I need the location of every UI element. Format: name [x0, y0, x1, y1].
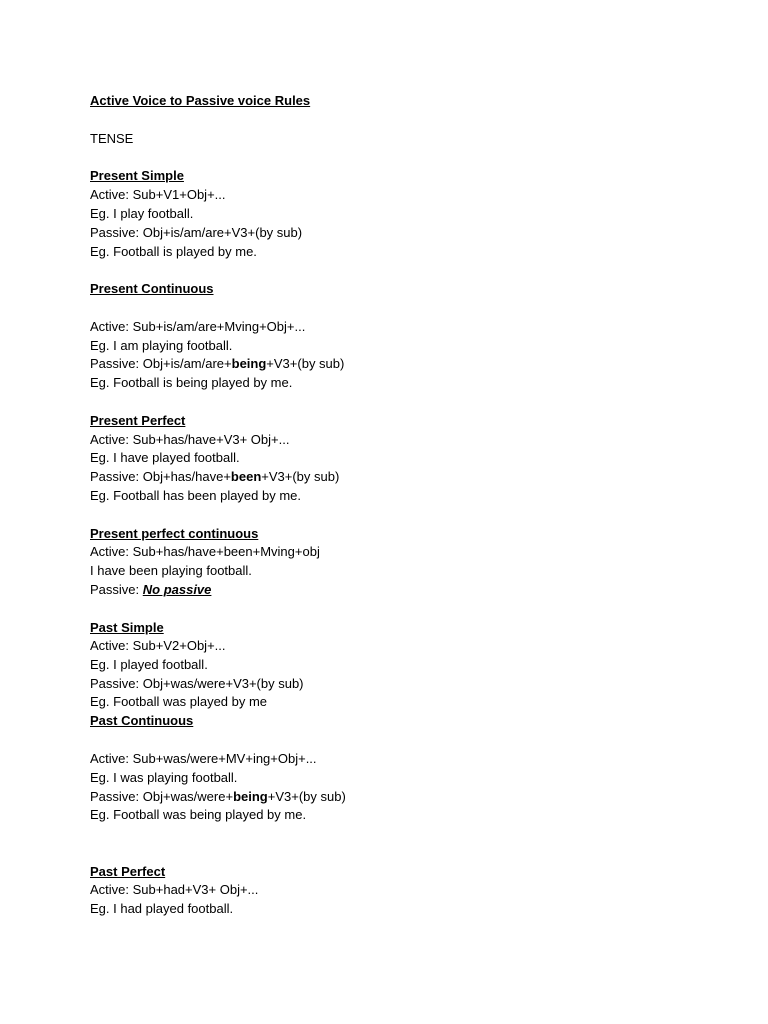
past-simple-active: Active: Sub+V2+Obj+...: [90, 638, 226, 653]
present-continuous-passive-post: +V3+(by sub): [266, 356, 345, 371]
present-perfect-passive-post: +V3+(by sub): [261, 469, 340, 484]
present-continuous-passive: [90, 356, 344, 372]
present-perfect-continuous-active-example: I have been playing football.: [90, 563, 252, 578]
heading-present-perfect-continuous: Present perfect continuous: [90, 526, 259, 541]
tense-label: TENSE: [90, 131, 134, 146]
present-perfect-passive-bold: been: [230, 469, 262, 484]
present-simple-passive-example: Eg. Football is played by me.: [90, 244, 257, 259]
heading-present-simple: Present Simple: [90, 168, 184, 183]
past-continuous-passive: [90, 789, 346, 805]
heading-past-continuous: Past Continuous: [90, 713, 194, 728]
present-perfect-continuous-passive-pre: Passive:: [90, 582, 143, 597]
past-continuous-passive-pre: Passive: Obj+was/were+: [90, 789, 234, 804]
past-simple-passive: Passive: Obj+was/were+V3+(by sub): [90, 676, 304, 691]
no-passive-label: No passive: [142, 582, 212, 597]
present-perfect-passive: [90, 469, 339, 485]
past-perfect-active: Active: Sub+had+V3+ Obj+...: [90, 882, 259, 897]
past-simple-active-example: Eg. I played football.: [90, 657, 208, 672]
present-simple-passive: Passive: Obj+is/am/are+V3+(by sub): [90, 225, 303, 240]
present-perfect-active-example: Eg. I have played football.: [90, 450, 240, 465]
heading-present-perfect: Present Perfect: [90, 413, 186, 428]
present-perfect-active: Active: Sub+has/have+V3+ Obj+...: [90, 432, 290, 447]
past-continuous-passive-bold: being: [233, 789, 268, 804]
past-continuous-active-example: Eg. I was playing football.: [90, 770, 238, 785]
present-perfect-continuous-active: Active: Sub+has/have+been+Mving+obj: [90, 544, 320, 559]
past-continuous-passive-post: +V3+(by sub): [267, 789, 346, 804]
present-perfect-passive-pre: Passive: Obj+has/have+: [90, 469, 231, 484]
present-continuous-active-example: Eg. I am playing football.: [90, 338, 233, 353]
past-simple-passive-example: Eg. Football was played by me: [90, 694, 268, 709]
present-perfect-continuous-passive: [90, 582, 211, 598]
heading-past-perfect: Past Perfect: [90, 864, 166, 879]
present-continuous-passive-example: Eg. Football is being played by me.: [90, 375, 293, 390]
heading-present-continuous: Present Continuous: [90, 281, 214, 296]
present-perfect-passive-example: Eg. Football has been played by me.: [90, 488, 302, 503]
present-simple-active-example: Eg. I play football.: [90, 206, 194, 221]
past-continuous-active: Active: Sub+was/were+MV+ing+Obj+...: [90, 751, 317, 766]
document-title: Active Voice to Passive voice Rules: [90, 93, 311, 108]
heading-past-simple: Past Simple: [90, 620, 164, 635]
present-continuous-passive-bold: being: [231, 356, 267, 371]
past-perfect-active-example: Eg. I had played football.: [90, 901, 234, 916]
present-simple-active: Active: Sub+V1+Obj+...: [90, 187, 226, 202]
present-continuous-passive-pre: Passive: Obj+is/am/are+: [90, 356, 232, 371]
past-continuous-passive-example: Eg. Football was being played by me.: [90, 807, 307, 822]
present-continuous-active: Active: Sub+is/am/are+Mving+Obj+...: [90, 319, 306, 334]
